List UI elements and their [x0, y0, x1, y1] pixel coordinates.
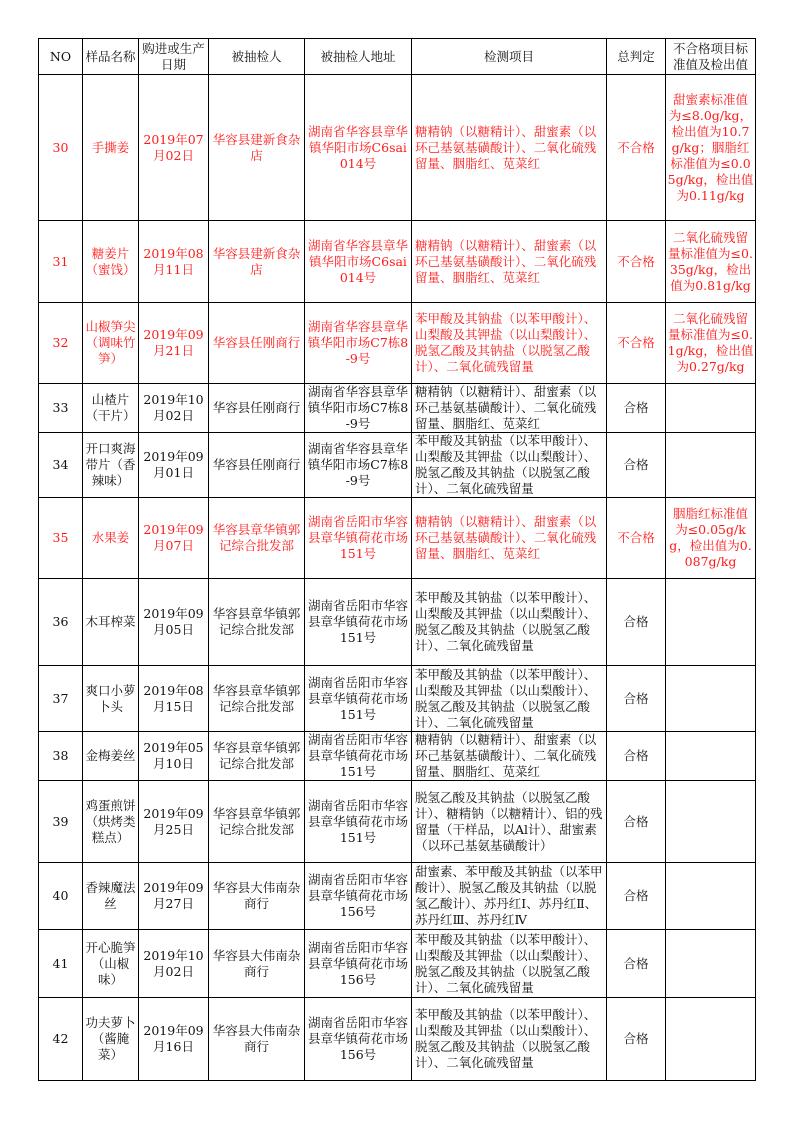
table-row	[39, 221, 756, 303]
header-row	[39, 39, 756, 75]
fail-detail	[666, 384, 756, 433]
table-row	[39, 75, 756, 221]
inspectee: 华容县大伟南杂商行	[209, 930, 305, 998]
row-number: 37	[39, 666, 83, 732]
table-row	[39, 433, 756, 498]
fail-detail	[666, 579, 756, 666]
inspectee: 华容县建新食杂店	[209, 75, 305, 221]
address: 湖南省岳阳市华容县章华镇荷花市场156号	[305, 863, 412, 930]
test-items: 糖精钠（以糖精计）、甜蜜素（以环己基氨基磺酸计）、二氧化硫残留量、胭脂红、苋菜红	[412, 732, 607, 781]
row-number: 41	[39, 930, 83, 998]
date: 2019年09月05日	[139, 579, 209, 666]
address: 湖南省华容县章华镇华阳市场C7栋8-9号	[305, 303, 412, 384]
sample-name: 山椒笋尖（调味竹笋）	[83, 303, 139, 384]
header-verdict: 总判定	[607, 39, 666, 75]
table-row	[39, 930, 756, 998]
header-date: 购进或生产日期	[139, 39, 209, 75]
date: 2019年07月02日	[139, 75, 209, 221]
table-row	[39, 384, 756, 433]
address: 湖南省岳阳市华容县章华镇荷花市场151号	[305, 781, 412, 863]
verdict: 合格	[607, 666, 666, 732]
date: 2019年09月01日	[139, 433, 209, 498]
header-no: NO	[39, 39, 83, 75]
verdict: 合格	[607, 433, 666, 498]
sample-name: 香辣魔法丝	[83, 863, 139, 930]
fail-detail: 甜蜜素标准值为≤8.0g/kg，检出值为10.7g/kg；胭脂红标准值为≤0.05g/kg，检出值为0.11g/kg	[666, 75, 756, 221]
row-number: 39	[39, 781, 83, 863]
verdict: 不合格	[607, 498, 666, 579]
header-inspectee: 被抽检人	[209, 39, 305, 75]
inspectee: 华容县任刚商行	[209, 384, 305, 433]
sample-name: 鸡蛋煎饼（烘烤类糕点）	[83, 781, 139, 863]
address: 湖南省岳阳市华容县章华镇荷花市场151号	[305, 666, 412, 732]
address: 湖南省岳阳市华容县章华镇荷花市场156号	[305, 930, 412, 998]
fail-detail: 二氧化硫残留量标准值为≤0.1g/kg，检出值为0.27g/kg	[666, 303, 756, 384]
test-items: 苯甲酸及其钠盐（以苯甲酸计）、山梨酸及其钾盐（以山梨酸计）、脱氢乙酸及其钠盐（以脱氢乙酸计）、二氧化硫残留量	[412, 579, 607, 666]
inspectee: 华容县章华镇郭记综合批发部	[209, 498, 305, 579]
address: 湖南省岳阳市华容县章华镇荷花市场151号	[305, 498, 412, 579]
fail-detail	[666, 863, 756, 930]
inspectee: 华容县章华镇郭记综合批发部	[209, 579, 305, 666]
verdict: 合格	[607, 579, 666, 666]
inspectee: 华容县大伟南杂商行	[209, 998, 305, 1081]
fail-detail	[666, 930, 756, 998]
verdict: 不合格	[607, 303, 666, 384]
sample-name: 金梅姜丝	[83, 732, 139, 781]
fail-detail: 胭脂红标准值为≤0.05g/kg，检出值为0.087g/kg	[666, 498, 756, 579]
address: 湖南省岳阳市华容县章华镇荷花市场151号	[305, 732, 412, 781]
test-items: 糖精钠（以糖精计）、甜蜜素（以环己基氨基磺酸计）、二氧化硫残留量、胭脂红、苋菜红	[412, 75, 607, 221]
test-items: 苯甲酸及其钠盐（以苯甲酸计）、山梨酸及其钾盐（以山梨酸计）、脱氢乙酸及其钠盐（以脱氢乙酸计）、二氧化硫残留量	[412, 930, 607, 998]
verdict: 合格	[607, 384, 666, 433]
header-address: 被抽检人地址	[305, 39, 412, 75]
fail-detail: 二氧化硫残留量标准值为≤0.35g/kg，检出值为0.81g/kg	[666, 221, 756, 303]
row-number: 32	[39, 303, 83, 384]
header-test-items: 检测项目	[412, 39, 607, 75]
date: 2019年10月02日	[139, 384, 209, 433]
table-row	[39, 303, 756, 384]
header-sample-name: 样品名称	[83, 39, 139, 75]
verdict: 合格	[607, 863, 666, 930]
address: 湖南省华容县章华镇华阳市场C7栋8-9号	[305, 433, 412, 498]
address: 湖南省华容县章华镇华阳市场C7栋8-9号	[305, 384, 412, 433]
address: 湖南省岳阳市华容县章华镇荷花市场151号	[305, 579, 412, 666]
fail-detail	[666, 998, 756, 1081]
fail-detail	[666, 666, 756, 732]
date: 2019年09月07日	[139, 498, 209, 579]
test-items: 脱氢乙酸及其钠盐（以脱氢乙酸计）、糖精钠（以糖精计）、铝的残留量（干样品，以Al计）、甜蜜素（以环己基氨基磺酸计）	[412, 781, 607, 863]
inspectee: 华容县任刚商行	[209, 303, 305, 384]
header-fail-detail: 不合格项目标准值及检出值	[666, 39, 756, 75]
sample-name: 木耳榨菜	[83, 579, 139, 666]
verdict: 合格	[607, 781, 666, 863]
fail-detail	[666, 732, 756, 781]
test-items: 苯甲酸及其钠盐（以苯甲酸计）、山梨酸及其钾盐（以山梨酸计）、脱氢乙酸及其钠盐（以脱氢乙酸计）、二氧化硫残留量	[412, 433, 607, 498]
test-items: 糖精钠（以糖精计）、甜蜜素（以环己基氨基磺酸计）、二氧化硫残留量、胭脂红、苋菜红	[412, 498, 607, 579]
inspectee: 华容县章华镇郭记综合批发部	[209, 781, 305, 863]
sample-name: 开心脆笋（山椒味）	[83, 930, 139, 998]
verdict: 不合格	[607, 75, 666, 221]
inspectee: 华容县建新食杂店	[209, 221, 305, 303]
table-row	[39, 998, 756, 1081]
date: 2019年09月27日	[139, 863, 209, 930]
date: 2019年08月11日	[139, 221, 209, 303]
fail-detail	[666, 781, 756, 863]
verdict: 合格	[607, 930, 666, 998]
date: 2019年09月21日	[139, 303, 209, 384]
sample-name: 手撕姜	[83, 75, 139, 221]
sample-name: 功夫萝卜（酱腌菜）	[83, 998, 139, 1081]
row-number: 31	[39, 221, 83, 303]
address: 湖南省华容县章华镇华阳市场C6sai014号	[305, 221, 412, 303]
test-items: 苯甲酸及其钠盐（以苯甲酸计）、山梨酸及其钾盐（以山梨酸计）、脱氢乙酸及其钠盐（以脱氢乙酸计）、二氧化硫残留量	[412, 666, 607, 732]
date: 2019年10月02日	[139, 930, 209, 998]
date: 2019年08月15日	[139, 666, 209, 732]
inspectee: 华容县大伟南杂商行	[209, 863, 305, 930]
inspectee: 华容县任刚商行	[209, 433, 305, 498]
address: 湖南省华容县章华镇华阳市场C6sai014号	[305, 75, 412, 221]
row-number: 33	[39, 384, 83, 433]
row-number: 40	[39, 863, 83, 930]
test-items: 甜蜜素、苯甲酸及其钠盐（以苯甲酸计）、脱氢乙酸及其钠盐（以脱氢乙酸计）、苏丹红I、苏丹红Ⅱ、苏丹红Ⅲ、苏丹红Ⅳ	[412, 863, 607, 930]
verdict: 合格	[607, 998, 666, 1081]
row-number: 34	[39, 433, 83, 498]
date: 2019年05月10日	[139, 732, 209, 781]
sample-name: 水果姜	[83, 498, 139, 579]
verdict: 合格	[607, 732, 666, 781]
test-items: 苯甲酸及其钠盐（以苯甲酸计）、山梨酸及其钾盐（以山梨酸计）、脱氢乙酸及其钠盐（以脱氢乙酸计）、二氧化硫残留量	[412, 303, 607, 384]
sample-name: 山楂片（干片）	[83, 384, 139, 433]
inspectee: 华容县章华镇郭记综合批发部	[209, 666, 305, 732]
row-number: 35	[39, 498, 83, 579]
table-row	[39, 863, 756, 930]
address: 湖南省岳阳市华容县章华镇荷花市场156号	[305, 998, 412, 1081]
date: 2019年09月25日	[139, 781, 209, 863]
table-row	[39, 666, 756, 732]
row-number: 36	[39, 579, 83, 666]
test-items: 糖精钠（以糖精计）、甜蜜素（以环己基氨基磺酸计）、二氧化硫残留量、胭脂红、苋菜红	[412, 384, 607, 433]
inspection-results-table	[38, 38, 756, 1081]
row-number: 30	[39, 75, 83, 221]
table-row	[39, 732, 756, 781]
table-row	[39, 579, 756, 666]
inspectee: 华容县章华镇郭记综合批发部	[209, 732, 305, 781]
sample-name: 糖姜片（蜜饯）	[83, 221, 139, 303]
table-row	[39, 498, 756, 579]
test-items: 苯甲酸及其钠盐（以苯甲酸计）、山梨酸及其钾盐（以山梨酸计）、脱氢乙酸及其钠盐（以脱氢乙酸计）、二氧化硫残留量	[412, 998, 607, 1081]
table-row	[39, 781, 756, 863]
row-number: 38	[39, 732, 83, 781]
sample-name: 爽口小萝卜头	[83, 666, 139, 732]
fail-detail	[666, 433, 756, 498]
verdict: 不合格	[607, 221, 666, 303]
row-number: 42	[39, 998, 83, 1081]
date: 2019年09月16日	[139, 998, 209, 1081]
sample-name: 开口爽海带片（香辣味）	[83, 433, 139, 498]
test-items: 糖精钠（以糖精计）、甜蜜素（以环己基氨基磺酸计）、二氧化硫残留量、胭脂红、苋菜红	[412, 221, 607, 303]
